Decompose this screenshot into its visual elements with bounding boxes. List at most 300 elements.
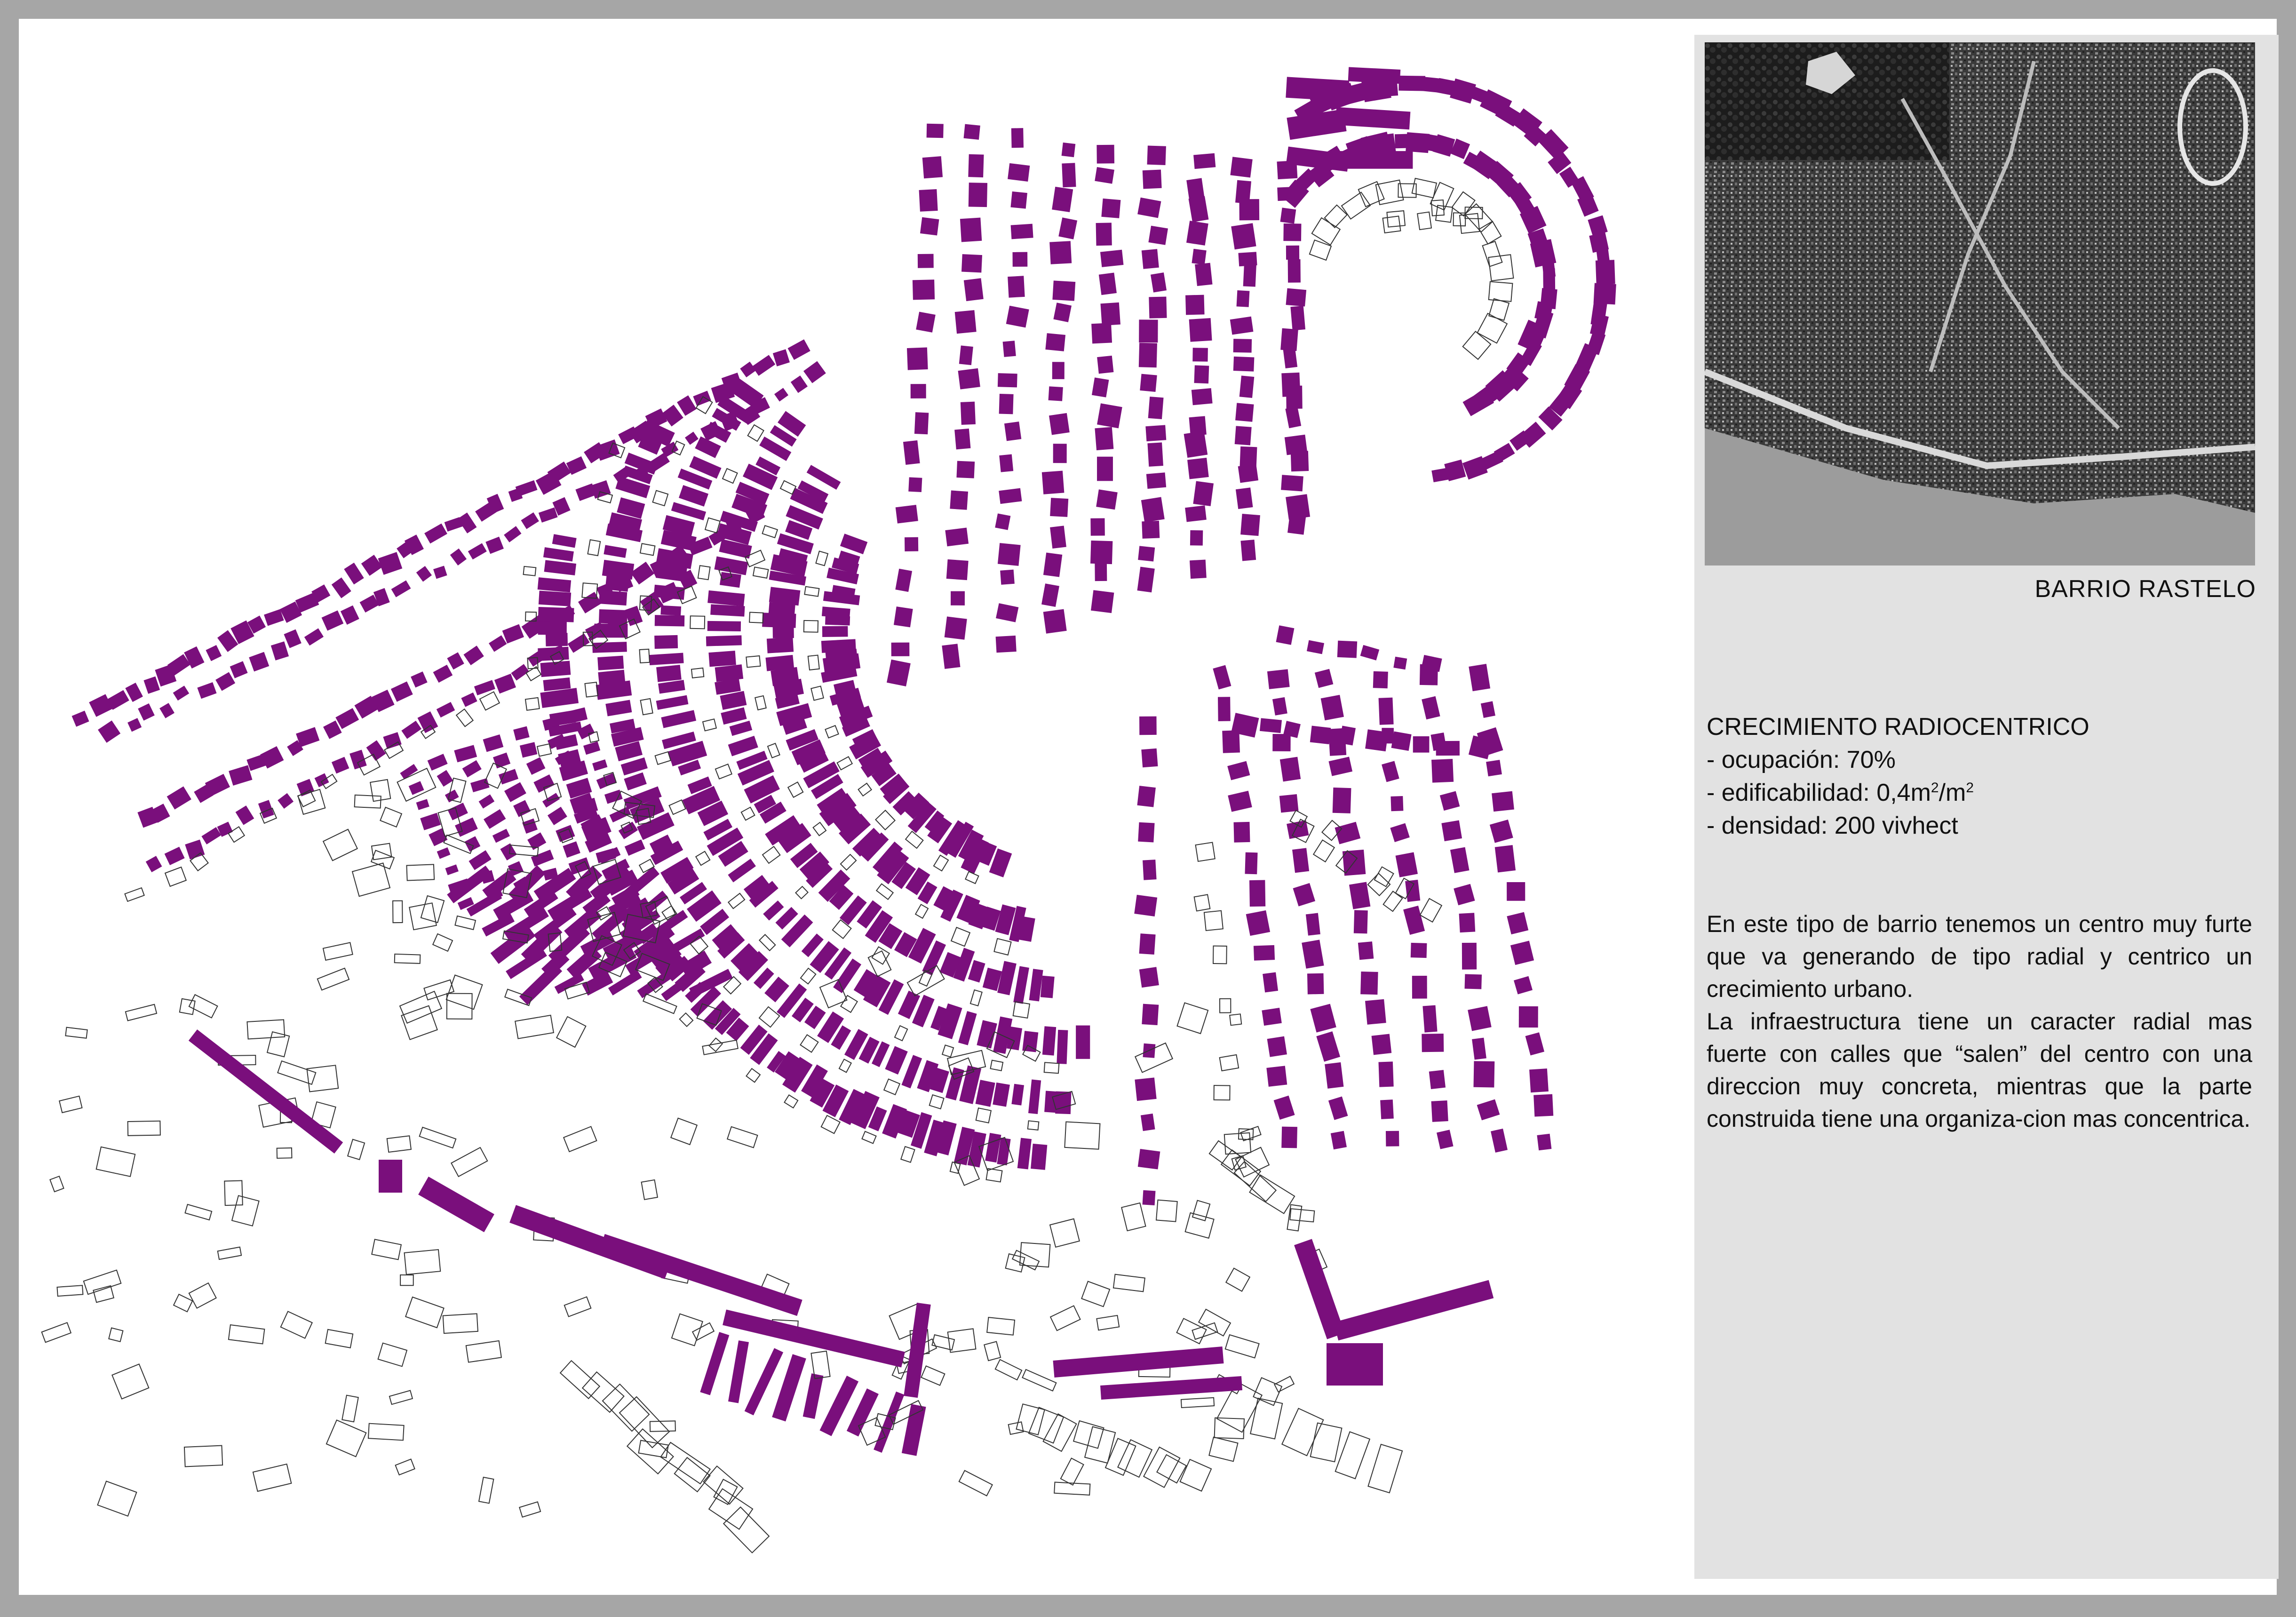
outlined-building: [1282, 1409, 1323, 1456]
highlighted-building: [1380, 1099, 1394, 1119]
outlined-building: [409, 903, 437, 930]
highlighted-building: [1148, 397, 1164, 419]
highlighted-building: [185, 840, 205, 860]
highlighted-building: [1012, 252, 1027, 267]
highlighted-building: [1095, 427, 1113, 451]
highlighted-building: [1286, 288, 1306, 307]
highlighted-building: [1236, 487, 1253, 509]
highlighted-building: [1390, 823, 1410, 842]
highlighted-building: [1468, 1006, 1492, 1031]
highlighted-building: [1249, 880, 1265, 907]
outlined-building: [641, 699, 653, 715]
highlighted-building: [1491, 1129, 1508, 1153]
highlighted-building: [484, 809, 506, 829]
highlighted-building: [1246, 910, 1270, 936]
outlined-building: [715, 764, 732, 779]
outlined-building: [839, 1059, 851, 1072]
highlighted-building: [1031, 1144, 1047, 1170]
highlighted-building: [1096, 223, 1112, 246]
highlighted-building: [249, 652, 269, 672]
highlighted-building: [1422, 1034, 1444, 1052]
highlighted-building: [619, 821, 638, 839]
outlined-building: [906, 831, 923, 848]
highlighted-building: [1286, 77, 1349, 101]
outlined-building: [1050, 1306, 1080, 1330]
highlighted-building: [1287, 511, 1306, 534]
highlighted-building: [708, 651, 736, 667]
outlined-building: [763, 846, 780, 863]
highlighted-building: [752, 355, 775, 376]
outlined-building: [588, 732, 599, 742]
highlighted-building: [1321, 695, 1344, 720]
highlighted-building: [1358, 941, 1374, 960]
outlined-building: [652, 491, 668, 506]
highlighted-building: [1286, 246, 1299, 260]
highlighted-building: [1139, 967, 1159, 988]
highlighted-building: [1230, 317, 1254, 335]
highlighted-building: [1233, 357, 1255, 372]
highlighted-building: [173, 685, 190, 701]
outlined-building: [447, 994, 472, 1019]
outlined-building: [1029, 1407, 1064, 1443]
outlined-building: [650, 1421, 675, 1431]
stat-densidad: - densidad: 200 vivhect: [1707, 812, 1958, 839]
outlined-building: [994, 939, 1011, 955]
highlighted-building: [1235, 403, 1254, 422]
highlighted-building: [447, 652, 464, 669]
highlighted-building: [951, 591, 965, 605]
outlined-building: [128, 1121, 160, 1136]
outlined-building: [784, 1095, 798, 1108]
highlighted-building: [433, 665, 453, 683]
highlighted-building: [552, 534, 577, 548]
highlighted-building: [1137, 786, 1155, 807]
highlighted-building: [555, 973, 584, 994]
highlighted-building: [1274, 1096, 1295, 1120]
highlighted-building: [1141, 749, 1158, 767]
highlighted-building: [891, 643, 910, 656]
highlighted-building: [1008, 163, 1030, 182]
highlighted-building: [1281, 475, 1303, 491]
outlined-building: [801, 968, 816, 984]
outlined-building: [84, 1270, 121, 1295]
outlined-building: [759, 934, 775, 950]
outlined-building: [841, 854, 856, 870]
highlighted-building: [513, 726, 530, 741]
photo-caption: BARRIO RASTELO: [2034, 575, 2256, 603]
outlined-building: [837, 757, 852, 770]
highlighted-building: [1097, 457, 1113, 481]
outlined-building: [57, 1285, 83, 1296]
highlighted-building: [958, 368, 980, 390]
highlighted-building: [950, 490, 968, 510]
highlighted-building: [1230, 157, 1252, 177]
highlighted-building: [1412, 976, 1427, 999]
highlighted-building: [72, 710, 89, 726]
highlighted-building: [1091, 323, 1112, 343]
highlighted-building: [591, 480, 611, 499]
highlighted-building: [1490, 820, 1513, 843]
outlined-building: [1085, 1427, 1115, 1463]
highlighted-building: [1306, 913, 1320, 936]
outlined-building: [1489, 299, 1509, 320]
highlighted-building: [1138, 546, 1155, 561]
outlined-building: [895, 1026, 907, 1041]
highlighted-building: [543, 547, 574, 561]
highlighted-building: [1507, 882, 1525, 901]
highlighted-building: [604, 545, 627, 558]
outlined-building: [180, 999, 195, 1015]
highlighted-building: [885, 1046, 907, 1075]
highlighted-building: [1042, 1026, 1056, 1055]
outlined-building: [746, 656, 760, 667]
outlined-building: [1383, 216, 1401, 233]
highlighted-building: [660, 605, 681, 616]
outlined-building: [919, 970, 932, 986]
highlighted-building: [1267, 1036, 1287, 1057]
highlighted-building: [89, 694, 112, 717]
highlighted-building: [661, 710, 696, 728]
highlighted-building: [905, 537, 918, 551]
highlighted-building: [1422, 1005, 1437, 1033]
highlighted-building: [822, 626, 848, 637]
outlined-building: [965, 872, 978, 884]
highlighted-building: [1429, 1070, 1446, 1089]
outlined-building: [232, 1195, 259, 1226]
outlined-building: [1180, 1459, 1211, 1491]
outlined-building: [709, 1489, 753, 1529]
highlighted-building: [1141, 497, 1165, 522]
highlighted-building: [1192, 249, 1206, 265]
highlighted-building: [479, 794, 495, 808]
highlighted-building: [958, 1011, 977, 1045]
outlined-building: [560, 1361, 600, 1399]
highlighted-building: [1240, 540, 1256, 561]
outlined-building: [934, 855, 948, 871]
highlighted-building: [945, 527, 969, 546]
outlined-building: [372, 1239, 401, 1259]
highlighted-building: [1431, 1100, 1448, 1122]
highlighted-building: [206, 645, 222, 661]
highlighted-building: [1437, 1130, 1454, 1149]
highlighted-building: [1148, 226, 1168, 245]
building-strip: [193, 1035, 339, 1148]
highlighted-building: [548, 807, 567, 825]
outlined-building: [318, 968, 349, 990]
outlined-building: [564, 1297, 591, 1316]
outlined-building: [1213, 946, 1227, 964]
outlined-building: [352, 863, 390, 896]
highlighted-building: [765, 655, 794, 671]
highlighted-building: [894, 606, 913, 627]
outlined-building: [727, 1127, 757, 1147]
highlighted-building: [662, 405, 683, 426]
highlighted-building: [658, 680, 685, 693]
highlighted-building: [229, 765, 252, 785]
outlined-building: [556, 1017, 586, 1047]
highlighted-building: [322, 610, 344, 630]
highlighted-building: [874, 1392, 904, 1453]
outlined-building: [858, 783, 872, 796]
highlighted-building: [1192, 388, 1213, 405]
highlighted-building: [1013, 966, 1029, 1004]
outlined-building: [976, 1108, 991, 1123]
outlined-building: [841, 996, 857, 1012]
highlighted-building: [1291, 451, 1309, 471]
highlighted-building: [391, 681, 413, 701]
highlighted-building: [715, 664, 744, 682]
highlighted-building: [1146, 472, 1166, 489]
highlighted-building: [1195, 263, 1212, 286]
highlighted-building: [1254, 945, 1275, 961]
highlighted-building: [1390, 796, 1403, 811]
highlighted-building: [1473, 1061, 1494, 1087]
highlighted-building: [304, 628, 324, 645]
outlined-building: [1313, 840, 1335, 861]
outlined-building: [326, 1330, 353, 1348]
highlighted-building: [448, 803, 468, 820]
outlined-building: [768, 743, 780, 758]
highlighted-building: [1450, 847, 1470, 873]
outlined-building: [451, 1147, 487, 1177]
outlined-building: [675, 1458, 710, 1492]
outlined-building: [703, 719, 716, 731]
highlighted-building: [1280, 757, 1301, 782]
highlighted-building: [1193, 153, 1216, 169]
highlighted-building: [649, 653, 684, 665]
highlighted-building: [821, 639, 856, 653]
highlighted-building: [1145, 425, 1166, 441]
outlined-building: [795, 886, 808, 899]
outlined-building: [1221, 1150, 1261, 1186]
highlighted-building: [1307, 640, 1324, 654]
outlined-building: [109, 1328, 123, 1341]
highlighted-building: [968, 154, 984, 177]
highlighted-building: [1045, 333, 1065, 351]
highlighted-building: [420, 813, 441, 830]
highlighted-building: [383, 732, 401, 749]
highlighted-building: [1403, 906, 1425, 935]
outlined-building: [1043, 1414, 1077, 1451]
outlined-building: [1489, 282, 1513, 302]
outlined-building: [915, 904, 928, 918]
outlined-building: [342, 1395, 358, 1422]
highlighted-building: [504, 782, 526, 802]
building-strip: [1303, 1242, 1336, 1336]
highlighted-building: [1481, 701, 1495, 718]
highlighted-building: [1092, 377, 1109, 397]
highlighted-building: [1510, 941, 1534, 965]
outlined-building: [466, 1341, 501, 1362]
highlighted-building: [621, 757, 648, 775]
highlighted-building: [1147, 145, 1166, 165]
highlighted-building: [526, 757, 546, 775]
outlined-building: [456, 709, 473, 726]
stat-ocupacion: - ocupación: 70%: [1707, 746, 1896, 773]
highlighted-building: [493, 752, 510, 768]
outlined-building: [821, 1115, 840, 1133]
highlighted-building: [1411, 943, 1427, 958]
highlighted-building: [598, 670, 625, 686]
outlined-building: [642, 1180, 658, 1200]
highlighted-building: [1011, 128, 1024, 148]
outlined-building: [640, 649, 650, 663]
highlighted-building: [1011, 1084, 1024, 1106]
outlined-building: [1342, 192, 1370, 219]
highlighted-building: [1495, 845, 1516, 872]
highlighted-building: [1413, 736, 1430, 753]
highlighted-building: [902, 1404, 926, 1456]
outlined-building: [42, 1322, 71, 1342]
outlined-building: [355, 795, 381, 808]
outlined-building: [620, 1397, 669, 1448]
outlined-building: [224, 1180, 242, 1205]
highlighted-building: [236, 805, 254, 825]
highlighted-building: [1454, 884, 1475, 905]
highlighted-building: [1185, 295, 1205, 315]
highlighted-building: [1233, 822, 1250, 843]
outlined-building: [1417, 212, 1431, 230]
outlined-building: [480, 692, 500, 710]
highlighted-building: [516, 480, 538, 496]
highlighted-building: [445, 864, 459, 875]
outlined-building: [1368, 1444, 1402, 1493]
outlined-building: [525, 698, 540, 710]
highlighted-building: [1041, 976, 1055, 998]
highlighted-building: [1186, 221, 1208, 246]
highlighted-building: [583, 741, 600, 755]
highlighted-building: [599, 609, 628, 624]
highlighted-building: [1386, 1131, 1399, 1147]
highlighted-building: [1302, 940, 1324, 969]
highlighted-building: [271, 641, 289, 661]
highlighted-building: [655, 615, 685, 626]
highlighted-building: [437, 770, 453, 787]
highlighted-building: [840, 534, 867, 554]
highlighted-building: [1189, 196, 1209, 223]
outlined-building: [1383, 891, 1403, 911]
highlighted-building: [1267, 669, 1290, 689]
highlighted-building: [470, 778, 490, 792]
highlighted-building: [1335, 107, 1411, 130]
outlined-building: [800, 1035, 818, 1052]
highlighted-building: [730, 721, 753, 736]
outlined-building: [1250, 1398, 1282, 1439]
outlined-building: [603, 1384, 649, 1431]
outlined-building: [655, 752, 671, 765]
outlined-building: [247, 1020, 285, 1039]
outlined-building: [759, 1007, 779, 1027]
outlined-building: [804, 587, 819, 597]
highlighted-building: [599, 590, 627, 605]
outlined-building: [698, 566, 710, 580]
outlined-building: [816, 551, 828, 566]
outlined-building: [278, 1061, 316, 1084]
outlined-building: [640, 543, 655, 555]
highlighted-building: [1486, 760, 1502, 776]
highlighted-building: [417, 711, 438, 733]
highlighted-building: [1049, 241, 1072, 264]
highlighted-building: [1238, 464, 1258, 483]
highlighted-building: [995, 513, 1010, 530]
highlighted-building: [1465, 974, 1482, 989]
outlined-building: [479, 1477, 493, 1503]
highlighted-building: [1237, 290, 1250, 307]
highlighted-building: [1335, 151, 1413, 169]
highlighted-building: [1263, 972, 1278, 993]
highlighted-building: [538, 607, 574, 622]
outlined-building: [990, 1060, 1003, 1071]
outlined-building: [1420, 899, 1442, 922]
highlighted-building: [1049, 386, 1063, 401]
outlined-building: [1226, 1268, 1250, 1291]
outlined-building: [804, 621, 818, 632]
outlined-building: [400, 1275, 413, 1285]
outlined-building: [229, 1325, 265, 1344]
highlighted-building: [167, 786, 191, 809]
highlighted-building: [424, 524, 447, 544]
highlighted-building: [1335, 822, 1361, 844]
highlighted-building: [1243, 262, 1256, 287]
highlighted-building: [1288, 259, 1301, 283]
highlighted-building: [416, 566, 432, 582]
outlined-building: [405, 1250, 441, 1274]
highlighted-building: [896, 505, 918, 524]
outlined-building: [348, 1139, 365, 1160]
highlighted-building: [1062, 143, 1076, 157]
highlighted-building: [361, 555, 382, 576]
highlighted-building: [1315, 669, 1334, 688]
outlined-building: [672, 1314, 703, 1346]
highlighted-building: [1140, 374, 1157, 392]
highlighted-building: [341, 605, 359, 625]
highlighted-building: [463, 645, 484, 665]
highlighted-building: [1328, 757, 1352, 776]
highlighted-building: [215, 672, 235, 691]
highlighted-building: [366, 740, 386, 761]
outlined-building: [281, 1311, 312, 1338]
outlined-building: [1209, 1141, 1241, 1170]
highlighted-building: [1228, 791, 1252, 812]
highlighted-building: [1076, 1026, 1090, 1059]
highlighted-building: [1349, 882, 1370, 909]
highlighted-building: [1138, 822, 1154, 843]
highlighted-building: [1525, 1032, 1545, 1055]
outlined-building: [395, 954, 421, 964]
outlined-building: [582, 1372, 624, 1412]
outlined-building: [755, 696, 766, 710]
highlighted-building: [1292, 848, 1309, 873]
highlighted-building: [455, 817, 478, 836]
highlighted-building: [604, 789, 623, 804]
outlined-building: [705, 518, 720, 533]
highlighted-building: [959, 345, 973, 365]
outlined-building: [723, 1507, 769, 1553]
highlighted-building: [918, 254, 934, 268]
outlined-building: [1073, 1421, 1104, 1448]
highlighted-building: [1142, 249, 1159, 269]
highlighted-building: [946, 559, 969, 580]
highlighted-building: [1004, 422, 1021, 441]
highlighted-building: [1189, 318, 1212, 342]
outlined-building: [1460, 214, 1479, 233]
highlighted-building: [787, 339, 810, 360]
highlighted-building: [996, 603, 1018, 622]
outlined-building: [884, 1079, 900, 1095]
highlighted-building: [197, 682, 216, 699]
outlined-building: [690, 616, 705, 629]
highlighted-building: [1053, 444, 1067, 463]
